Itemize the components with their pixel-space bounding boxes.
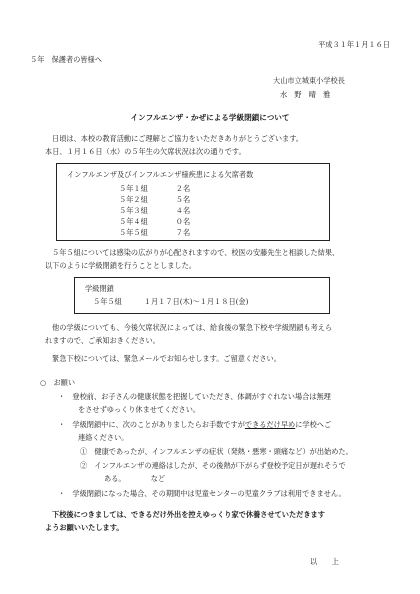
absence-row [119, 194, 190, 205]
absence-count: ５名 [175, 195, 191, 204]
absence-count: ０名 [175, 217, 191, 226]
request-bullet-1-line-1: ・ 登校前、お子さんの健康状態を把握していただき、体調がすぐれない場合は無理 [58, 392, 331, 401]
principal-name: 水 野 晴 雅 [280, 90, 331, 99]
absence-class: ５年１組 [119, 184, 148, 193]
absence-row [119, 183, 190, 194]
absence-row [119, 205, 190, 216]
other-classes-line-2: れますので、ご承知おきください。 [45, 336, 160, 345]
absence-class: ５年２組 [119, 195, 148, 204]
request-bullet-1-line-2: をさせずゆっくり休ませてください。 [78, 405, 201, 414]
closure-class: ５年５組 [93, 297, 122, 306]
absence-box [56, 163, 330, 241]
request-bullet-2-pre: ・ 学級閉鎖中に、次のことがありましたらお手数ですが [58, 420, 245, 429]
intro-line-1: 日頃は、本校の教育活動にご理解とご協力をいただきありがとうございます。 [52, 134, 303, 143]
closure-period: １月１７日(木)～１月１８日(金) [143, 297, 249, 306]
absence-count: ４名 [175, 206, 191, 215]
school-name: 大山市立城東小学校長 [273, 76, 345, 85]
closure-box-detail [93, 296, 248, 307]
request-bullet-2-line-2: 連絡ください。 [78, 433, 129, 442]
closing-line-1: 下校後につきましては、できるだけ外出を控えゆっくり家で休養させていただきます [52, 510, 325, 519]
absence-box-heading: インフルエンザ及びインフルエンザ様疾患による欠席者数 [67, 170, 254, 179]
other-classes-line-1: 他の学級についても、今後欠席状況によっては、給食後の緊急下校や学級閉鎖も考えら [52, 323, 333, 332]
absence-class: ５年４組 [119, 217, 148, 226]
absence-count: ２名 [175, 184, 191, 193]
emergency-note: 緊急下校については、緊急メールでお知らせします。ご留意ください。 [52, 354, 281, 363]
requests-heading: ○ お願い [40, 378, 76, 387]
document-title: インフルエンザ・かぜによる学級閉鎖について [130, 113, 290, 122]
closing-line-2: ようお願いいたします。 [45, 523, 124, 532]
absence-class: ５年３組 [119, 206, 148, 215]
request-sub-2-line-2: ある。 など [104, 474, 166, 483]
request-sub-2-line-1: ② インフルエンザの連絡はしたが、その後熱が下がらず登校予定日が遅れそうで [80, 461, 346, 470]
recipient-line: ５年 保護者の皆様へ [30, 55, 102, 64]
request-sub-1: ① 健康であったが、インフルエンザの症状（発熱・悪寒・頭痛など）が出始めた。 [80, 447, 353, 456]
closure-notice-line-1: ５年５組については感染の広がりが心配されますので、校医の安藤先生と相談した結果、 [52, 248, 340, 257]
request-bullet-3: ・ 学級閉鎖になった場合、その期間中は児童センターの児童クラブは利用できません。 [58, 489, 346, 498]
signoff: 以 上 [310, 557, 339, 566]
absence-row [119, 227, 190, 238]
closure-box [74, 277, 330, 314]
absence-class: ５年５組 [119, 228, 148, 237]
closure-notice-line-2: 以下のように学級閉鎖を行うこととしました。 [45, 261, 196, 270]
request-bullet-2-emphasis: できるだけ早め [244, 420, 296, 429]
closure-box-heading: 学級閉鎖 [85, 284, 114, 293]
request-bullet-2-line-1 [58, 420, 331, 429]
intro-line-2: 本日、１月１６日（水）の５年生の欠席状況は次の通りです。 [45, 147, 246, 156]
absence-row [119, 216, 190, 227]
request-bullet-2-post: に学校へご [295, 420, 332, 429]
document-date: 平成３１年１月１６日 [318, 40, 390, 49]
absence-count: ７名 [175, 228, 191, 237]
